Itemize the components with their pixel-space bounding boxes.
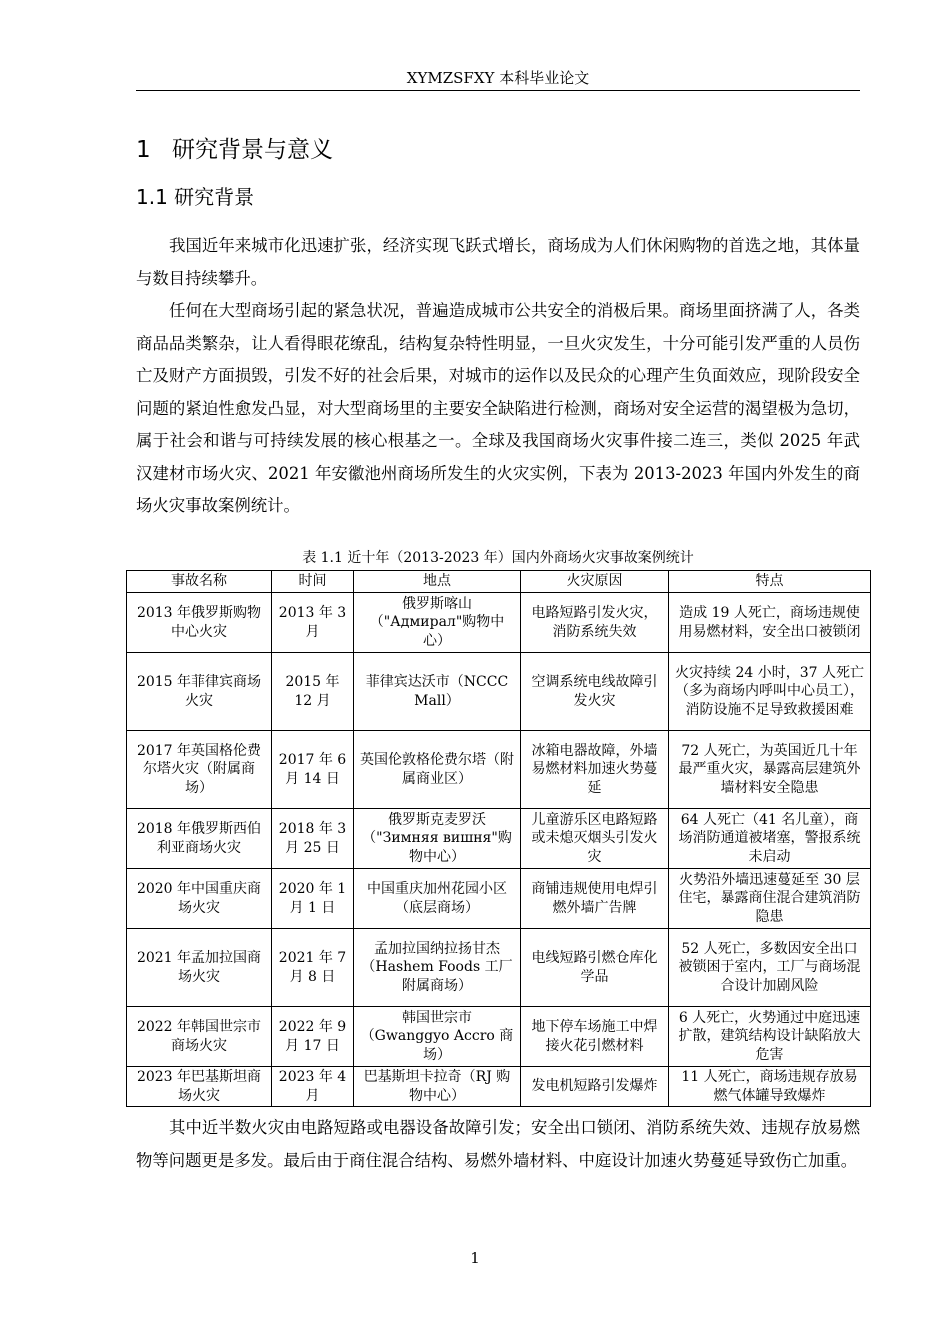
table-row	[127, 653, 871, 731]
table-cell: 2013 年俄罗斯购物中心火灾	[127, 593, 272, 653]
table-cell: 空调系统电线故障引发火灾	[521, 653, 669, 731]
section-number: 1	[136, 137, 151, 163]
table-cell: 2018 年俄罗斯西伯利亚商场火灾	[127, 809, 272, 869]
table-row	[127, 809, 871, 869]
table-cell: 2015 年菲律宾商场火灾	[127, 653, 272, 731]
table-cell: 孟加拉国纳拉扬甘杰（Hashem Foods 工厂附属商场）	[354, 929, 521, 1007]
fire-cases-table	[126, 570, 871, 1107]
paragraph-intro: 我国近年来城市化迅速扩张，经济实现飞跃式增长，商场成为人们休闲购物的首选之地，其体量与数目持续攀升。	[136, 236, 860, 288]
table-cell: 俄罗斯克麦罗沃（"Зимняя вишня"购物中心）	[354, 809, 521, 869]
table-row	[127, 869, 871, 929]
table-row	[127, 929, 871, 1007]
section-title: 研究背景与意义	[172, 137, 333, 163]
table-cell: 2023 年巴基斯坦商场火灾	[127, 1067, 272, 1107]
page-number: 1	[470, 1249, 480, 1267]
table-cell: 6 人死亡，火势通过中庭迅速扩散，建筑结构设计缺陷放大危害	[669, 1007, 871, 1067]
table-cell: 2018 年 3 月 25 日	[272, 809, 354, 869]
table-cell: 菲律宾达沃市（NCCC Mall）	[354, 653, 521, 731]
paragraph-background: 任何在大型商场引起的紧急状况，普遍造成城市公共安全的消极后果。商场里面挤满了人，各类商品品类繁杂，让人看得眼花缭乱，结构复杂特性明显，一旦火灾发生，十分可能引发严重的人员伤亡及财产方面损毁，引发不好的社会后果，对城市的运作以及民众的心理产生负面效应，现阶段安全问题的紧迫性愈发凸显，对大型商场里的主要安全缺陷进行检测，商场对安全运营的渴望极为急切，属于社会和谐与可持续发展的核心根基之一。全球及我国商场火灾事件接二连三，类似 2025 年武汉建材市场火灾、2021 年安徽池州商场所发生的火灾实例，下表为 2013-2023 年国内外发生的商场火灾事故案例统计。	[136, 301, 860, 515]
table-caption: 表 1.1 近十年（2013-2023 年）国内外商场火灾事故案例统计	[302, 550, 694, 566]
table-cell: 造成 19 人死亡，商场违规使用易燃材料，安全出口被锁闭	[669, 593, 871, 653]
table-cell: 11 人死亡，商场违规存放易燃气体罐导致爆炸	[669, 1067, 871, 1107]
table-cell: 64 人死亡（41 名儿童），商场消防通道被堵塞，警报系统未启动	[669, 809, 871, 869]
table-cell: 电路短路引发火灾，消防系统失效	[521, 593, 669, 653]
table-row	[127, 593, 871, 653]
table-cell: 商铺违规使用电焊引燃外墙广告牌	[521, 869, 669, 929]
table-cell: 2023 年 4 月	[272, 1067, 354, 1107]
table-row	[127, 731, 871, 809]
table-cell: 电线短路引燃仓库化学品	[521, 929, 669, 1007]
table-cell: 2017 年 6 月 14 日	[272, 731, 354, 809]
table-cell: 2021 年 7 月 8 日	[272, 929, 354, 1007]
table-cell: 2020 年中国重庆商场火灾	[127, 869, 272, 929]
header-cell: 地点	[354, 571, 521, 593]
table-cell: 火灾持续 24 小时，37 人死亡（多为商场内呼叫中心员工），消防设施不足导致救援困难	[669, 653, 871, 731]
table-row	[127, 1007, 871, 1067]
table-cell: 2020 年 1 月 1 日	[272, 869, 354, 929]
header-cell: 火灾原因	[521, 571, 669, 593]
table-cell: 冰箱电器故障，外墙易燃材料加速火势蔓延	[521, 731, 669, 809]
table-row	[127, 1067, 871, 1107]
table-cell: 儿童游乐区电路短路或未熄灭烟头引发火灾	[521, 809, 669, 869]
table-cell: 52 人死亡，多数因安全出口被锁困于室内，工厂与商场混合设计加剧风险	[669, 929, 871, 1007]
page-header: XYMZSFXY 本科毕业论文	[136, 66, 860, 91]
table-cell: 英国伦敦格伦费尔塔（附属商业区）	[354, 731, 521, 809]
table-cell: 2022 年 9 月 17 日	[272, 1007, 354, 1067]
table-cell: 2017 年英国格伦费尔塔火灾（附属商场）	[127, 731, 272, 809]
header-cell: 事故名称	[127, 571, 272, 593]
paragraph-summary: 其中近半数火灾由电路短路或电器设备故障引发；安全出口锁闭、消防系统失效、违规存放易燃物等问题更是多发。最后由于商住混合结构、易燃外墙材料、中庭设计加速火势蔓延导致伤亡加重。	[136, 1118, 860, 1170]
table-cell: 2021 年孟加拉国商场火灾	[127, 929, 272, 1007]
table-cell: 巴基斯坦卡拉奇（RJ 购物中心）	[354, 1067, 521, 1107]
table-cell: 2022 年韩国世宗市商场火灾	[127, 1007, 272, 1067]
table-cell: 中国重庆加州花园小区（底层商场）	[354, 869, 521, 929]
header-cell: 特点	[669, 571, 871, 593]
table-cell: 韩国世宗市（Gwanggyo Accro 商场）	[354, 1007, 521, 1067]
table-cell: 发电机短路引发爆炸	[521, 1067, 669, 1107]
subsection-heading: 1.1 研究背景	[136, 185, 255, 209]
section-heading	[136, 134, 333, 166]
table-cell: 2015 年 12 月	[272, 653, 354, 731]
table-cell: 地下停车场施工中焊接火花引燃材料	[521, 1007, 669, 1067]
table-cell: 火势沿外墙迅速蔓延至 30 层住宅，暴露商住混合建筑消防隐患	[669, 869, 871, 929]
table-cell: 72 人死亡，为英国近几十年最严重火灾，暴露高层建筑外墙材料安全隐患	[669, 731, 871, 809]
table-header-row	[127, 571, 871, 593]
table-cell: 2013 年 3 月	[272, 593, 354, 653]
header-cell: 时间	[272, 571, 354, 593]
table-cell: 俄罗斯喀山（"Адмирал"购物中心）	[354, 593, 521, 653]
